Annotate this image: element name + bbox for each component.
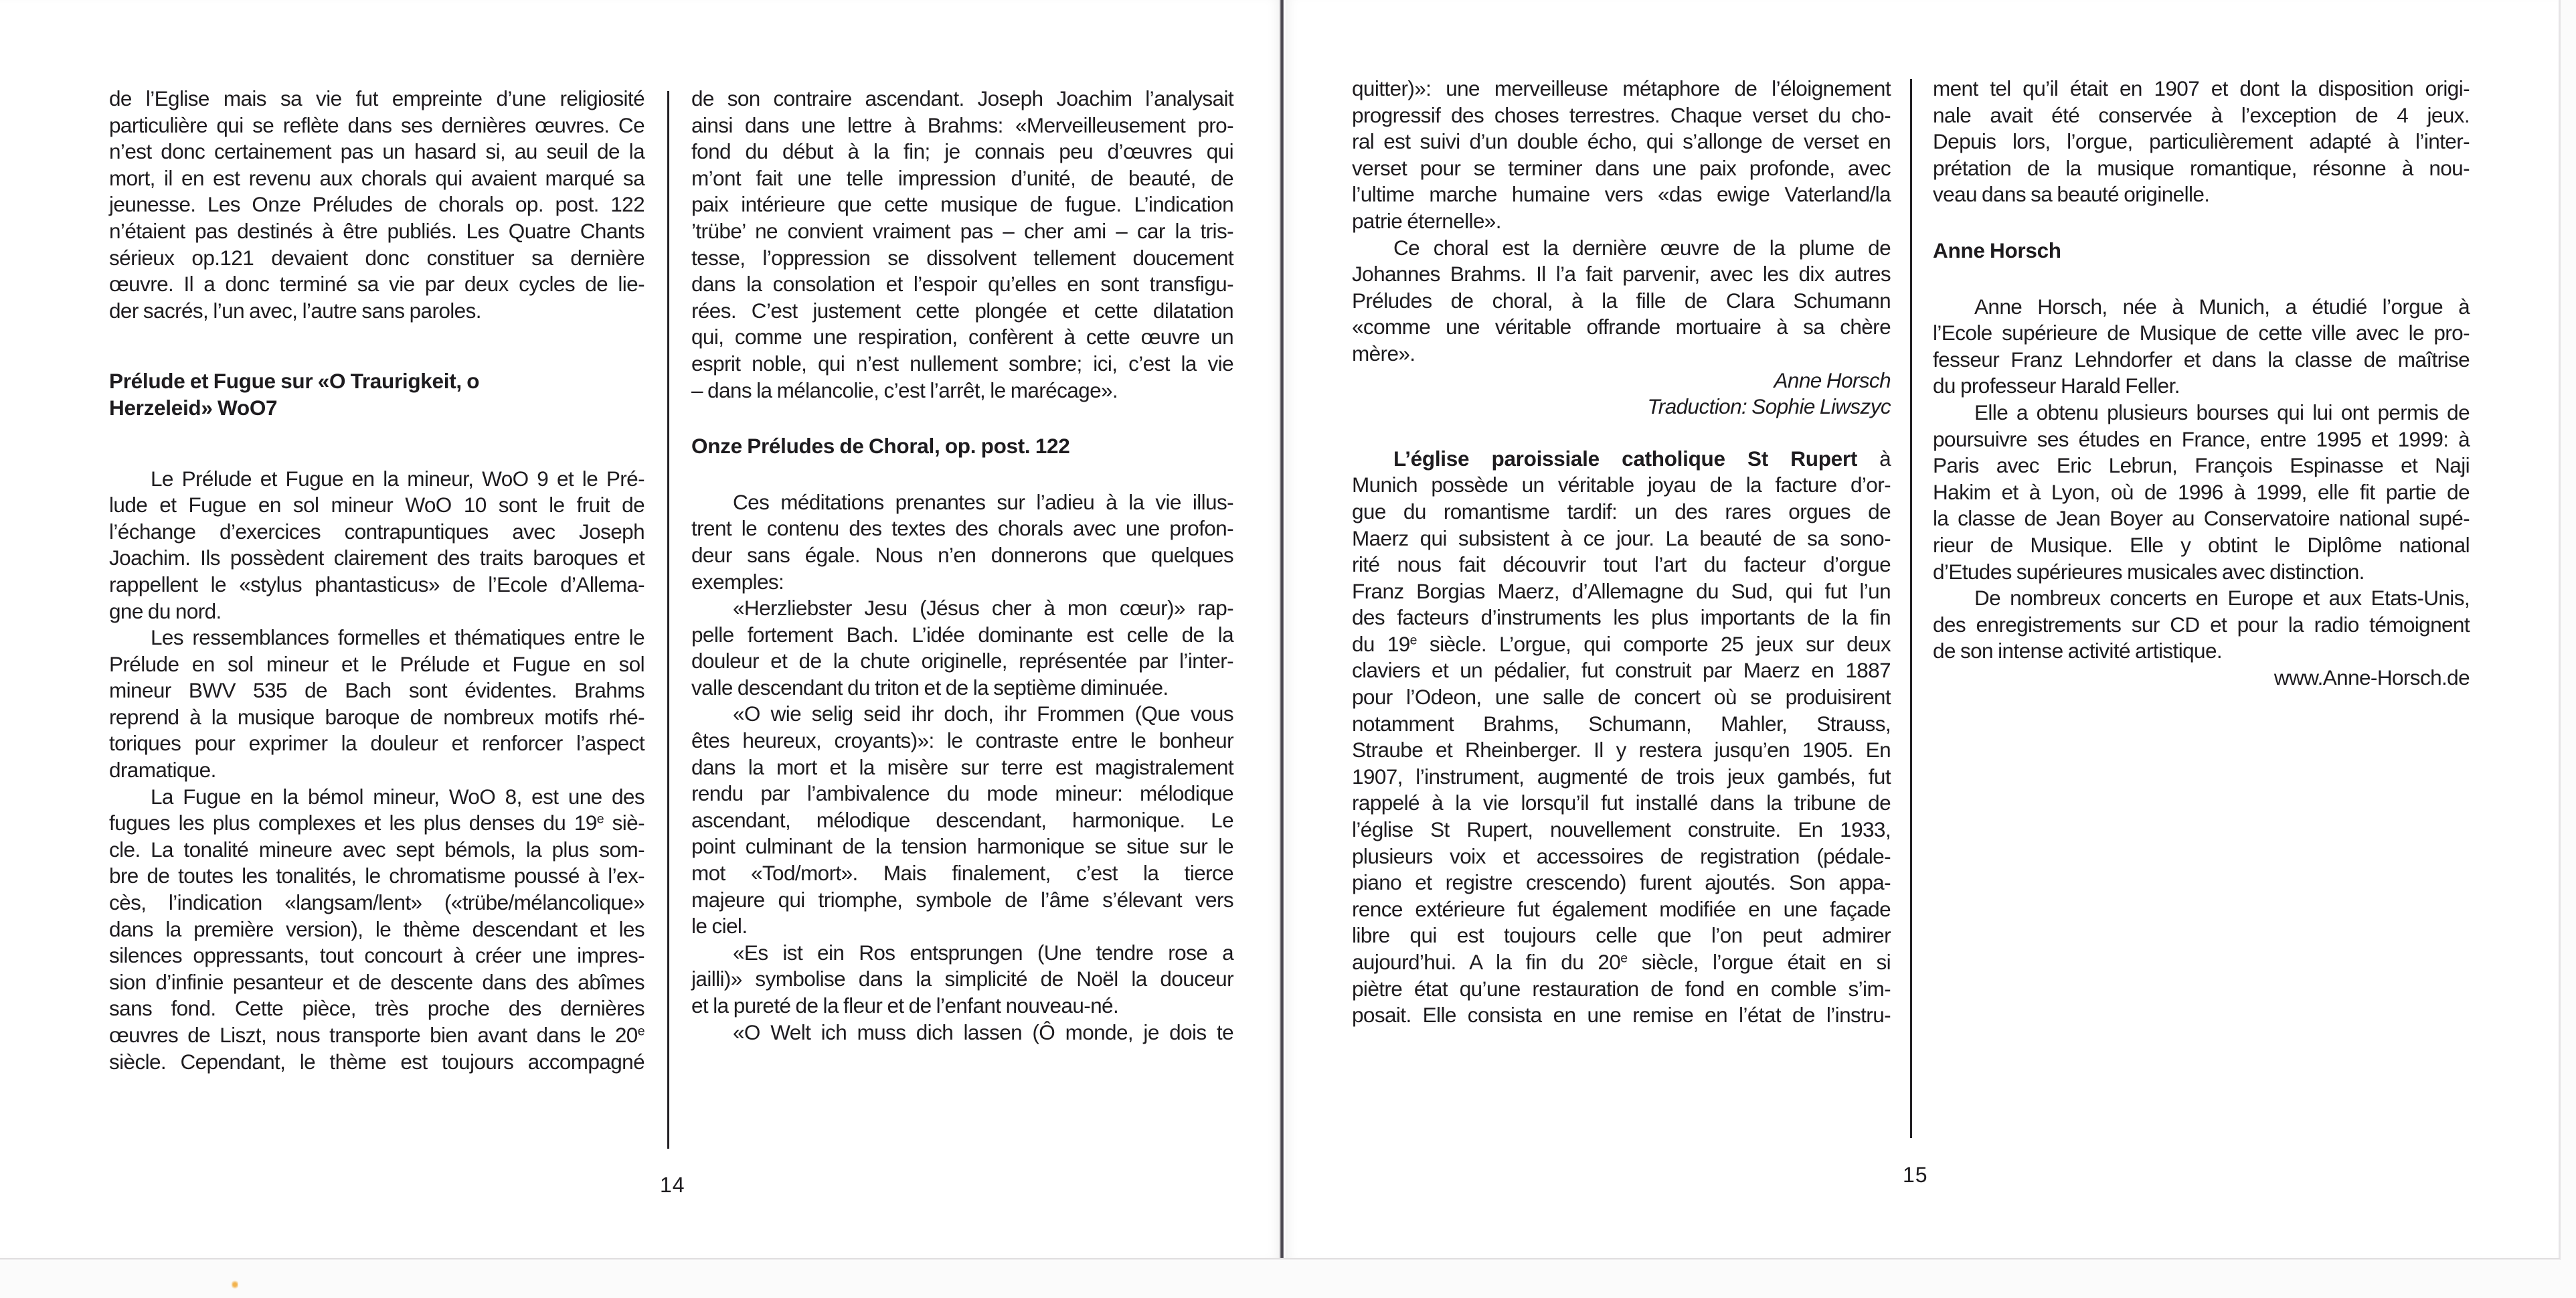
text-line: De nombreux concerts en Europe et aux Etats-Unis, xyxy=(1974,586,2470,611)
text-line: ral est suivi d’un double écho, qui s’allonge de verset en xyxy=(1352,129,1891,154)
text-line: Ces méditations prenantes sur l’adieu à la vie illus- xyxy=(733,489,1233,514)
column-4 xyxy=(1933,76,2470,691)
paragraph xyxy=(109,466,645,625)
text-line: bre de toutes les tonalités, le chromatisme poussé à l’ex- xyxy=(109,864,645,888)
text-line: de son contraire ascendant. Joseph Joachim l’analysait xyxy=(691,86,1233,110)
text-line: Johannes Brahms. Il l’a fait parvenir, avec les dix autres xyxy=(1352,262,1891,287)
paragraph xyxy=(1352,76,1891,235)
section-heading xyxy=(109,368,645,421)
text-line: dans la consolation et l’espoir qu’elles en sont transfigu- xyxy=(691,272,1233,297)
paragraph xyxy=(1933,294,2470,400)
text-line: et la pureté de la fleur et de l’enfant nouveau-né. xyxy=(691,993,1119,1018)
text-line: progressif des choses terrestres. Chaque verset du cho- xyxy=(1352,102,1891,127)
text-line: silences oppressants, tout concourt à créer une impres- xyxy=(109,943,645,968)
paragraph xyxy=(109,86,645,324)
text-line: Paris avec Eric Lebrun, François Espinasse et Naji xyxy=(1933,453,2470,478)
text-line: Elle a obtenu plusieurs bourses qui lui ont permis de xyxy=(1974,400,2470,424)
text-line: prétation de la musique romantique, résonne à nou- xyxy=(1933,155,2470,180)
text-line: trent le contenu des textes des chorals avec une profon- xyxy=(691,516,1233,541)
text-line: du 19e siècle. L’orgue, qui comporte 25 jeux sur deux xyxy=(1352,631,1891,656)
text-line: Ce choral est la dernière œuvre de la plume de xyxy=(1393,235,1891,260)
text-line: sans fond. Cette pièce, très proche des dernières xyxy=(109,996,645,1021)
text-line: «O wie selig seid ihr doch, ihr Frommen (Que vous xyxy=(733,702,1233,726)
text-line: Hakim et à Lyon, où de 1996 à 1999, elle fit partie de xyxy=(1933,479,2470,504)
text-line: l’échange d’exercices contrapuntiques avec Joseph xyxy=(109,519,645,544)
text-line: mot «Tod/mort». Mais finalement, c’est la tierce xyxy=(691,861,1233,886)
translator-credit: Traduction: Sophie Liwszyc xyxy=(1647,394,1891,419)
heading-line: Herzeleid» WoO7 xyxy=(109,395,278,420)
text-line: mère». xyxy=(1352,341,1415,366)
page-edge xyxy=(2559,0,2561,1260)
page-bottom-edge xyxy=(0,1258,2560,1260)
text-line: Munich possède un véritable joyau de la facture d’or- xyxy=(1352,473,1891,497)
text-line: ainsi dans une lettre à Brahms: «Merveilleusement pro- xyxy=(691,112,1233,137)
booklet-spine xyxy=(1280,0,1284,1260)
column-divider xyxy=(1910,79,1912,1138)
text-line: ment tel qu’il était en 1907 et dont la disposition origi- xyxy=(1933,76,2470,100)
heading-line: Prélude et Fugue sur «O Traurigkeit, o xyxy=(109,369,480,394)
text-line: piètre état qu’une restauration de fond en comble s’im- xyxy=(1352,976,1891,1001)
text-line: rence extérieure fut également modifiée en une façade xyxy=(1352,896,1891,921)
text-line: êtes heureux, croyants)»: le contraste entre le bonheur xyxy=(691,728,1233,753)
paragraph xyxy=(1933,400,2470,585)
text-line: point culminant de la tension harmonique se situe sur le xyxy=(691,834,1233,859)
text-line: cle. La tonalité mineure avec sept bémols, la plus som- xyxy=(109,837,645,862)
text-line: posait. Elle consista en une remise en l’état de l’instru- xyxy=(1352,1003,1891,1028)
text-line: plusieurs voix et accessoires de registration (pédale- xyxy=(1352,843,1891,868)
text-line: valle descendant du triton et de la septième diminuée. xyxy=(691,675,1169,700)
text-line: dramatique. xyxy=(109,758,216,783)
text-line: claviers et un pédalier, fut construit par Maerz en 1887 xyxy=(1352,658,1891,683)
text-line: œuvre. Il a donc terminé sa vie par deux cycles de lie- xyxy=(109,272,645,297)
text-line: piano et registre crescendo) furent ajoutés. Son appa- xyxy=(1352,870,1891,895)
text-line: mineur BWV 535 de Bach sont évidentes. Brahms xyxy=(109,678,645,703)
text-line: quitter)»: une merveilleuse métaphore de l’éloignement xyxy=(1352,76,1891,100)
column-divider xyxy=(667,91,669,1149)
text-line: le ciel. xyxy=(691,914,748,939)
text-line: pelle fortement Bach. L’idée dominante est celle de la xyxy=(691,622,1233,647)
text-line: douleur et de la chute originelle, représentée par l’inter- xyxy=(691,649,1233,673)
text-line: esprit noble, qui n’est nullement sombre; ici, c’est la vie xyxy=(691,351,1233,376)
text-line: fugues les plus complexes et les plus denses du 19e siè- xyxy=(109,811,645,835)
text-line: m’ont fait une telle impression d’unité, de beauté, de xyxy=(691,165,1233,190)
paragraph xyxy=(691,489,1233,595)
text-line: gne du nord. xyxy=(109,598,222,623)
page-number-left: 14 xyxy=(660,1173,685,1197)
text-line: qui, comme une respiration, confèrent à cette œuvre un xyxy=(691,325,1233,349)
text-line: ’trübe’ ne convient vraiment pas – cher ami – car la tris- xyxy=(691,218,1233,243)
text-line: fond du début à la fin; je connais peu d’œuvres qui xyxy=(691,139,1233,164)
text-line: aujourd’hui. A la fin du 20e siècle, l’orgue était en si xyxy=(1352,950,1891,974)
text-line: lude et Fugue en sol mineur WoO 10 sont le fruit de xyxy=(109,493,645,517)
text-line: Le Prélude et Fugue en la mineur, WoO 9 et le Pré- xyxy=(151,466,645,491)
text-line: 1907, l’instrument, augmenté de trois jeux gambés, fut xyxy=(1352,764,1891,789)
text-line: Les ressemblances formelles et thématiques entre le xyxy=(151,625,645,650)
text-line: la classe de Jean Boyer au Conservatoire national supé- xyxy=(1933,506,2470,531)
text-line: L’église paroissiale catholique St Rupert à xyxy=(1393,446,1891,471)
paragraph xyxy=(109,784,645,1076)
text-line: mort, il en est revenu aux chorals qui avaient marqué sa xyxy=(109,165,645,190)
text-line: de son intense activité artistique. xyxy=(1933,639,2223,663)
paragraph xyxy=(1933,76,2470,208)
scan-speck xyxy=(232,1280,238,1289)
text-line: Maerz qui subsistent à ce jour. La beauté de sa sono- xyxy=(1352,525,1891,550)
paragraph xyxy=(691,940,1233,1020)
text-line: Depuis lors, l’orgue, particulièrement adapté à l’inter- xyxy=(1933,129,2470,154)
text-line: jeunesse. Les Onze Préludes de chorals op. post. 122 xyxy=(109,192,645,217)
section-heading xyxy=(691,433,1233,460)
text-line: notamment Brahms, Schumann, Mahler, Strauss, xyxy=(1352,711,1891,736)
text-line: deur sans égale. Nous n’en donnerons que quelques xyxy=(691,542,1233,567)
column-2 xyxy=(691,86,1233,1046)
text-line: rées. C’est justement cette plongée et cette dilatation xyxy=(691,298,1233,323)
text-line: rappelé à la vie lorsqu’il fut installé dans la tribune de xyxy=(1352,791,1891,815)
text-line: veau dans sa beauté originelle. xyxy=(1933,182,2210,207)
paragraph xyxy=(691,701,1233,939)
heading-line: Anne Horsch xyxy=(1933,238,2061,262)
text-line: «comme une véritable offrande mortuaire à sa chère xyxy=(1352,315,1891,339)
text-line: ascendant, mélodique descendant, harmonique. Le xyxy=(691,807,1233,832)
text-line: Joachim. Ils possèdent clairement des traits baroques et xyxy=(109,546,645,570)
text-line: jailli)» symbolise dans la simplicité de Noël la douceur xyxy=(691,967,1233,991)
text-line: La Fugue en la bémol mineur, WoO 8, est une des xyxy=(151,784,645,809)
paragraph xyxy=(691,86,1233,404)
text-line: «Es ist ein Ros entsprungen (Une tendre rose a xyxy=(733,940,1233,965)
text-line: reprend à la musique baroque de nombreux motifs rhé- xyxy=(109,704,645,729)
text-line: particulière qui se reflète dans ses dernières œuvres. Ce xyxy=(109,112,645,137)
text-line: – dans la mélancolie, c’est l’arrêt, le marécage». xyxy=(691,378,1118,402)
paragraph xyxy=(1352,446,1891,1029)
text-line: dans la première version), le thème descendant et les xyxy=(109,916,645,941)
text-line: majeure qui triomphe, symbole de l’âme s’élevant vers xyxy=(691,887,1233,912)
text-line: fesseur Franz Lehndorfer et dans la classe de maîtrise xyxy=(1933,347,2470,372)
text-line: verset pour se terminer dans une paix profonde, avec xyxy=(1352,155,1891,180)
heading-line: Onze Préludes de Choral, op. post. 122 xyxy=(691,434,1070,459)
text-line: rappellent le «stylus phantasticus» de l’Ecole d’Allema- xyxy=(109,572,645,596)
text-line: cès, l’indication «langsam/lent» («trübe/mélancolique» xyxy=(109,890,645,915)
text-line: n’est donc certainement pas un hasard si, au seuil de la xyxy=(109,139,645,164)
website-link[interactable]: www.Anne-Horsch.de xyxy=(2273,665,2470,689)
text-line: œuvres de Liszt, nous transporte bien avant dans le 20e xyxy=(109,1023,645,1047)
paragraph xyxy=(691,1020,1233,1046)
text-line: Préludes de choral, à la fille de Clara Schumann xyxy=(1352,288,1891,313)
text-line: des enregistrements sur CD et pour la radio témoignent xyxy=(1933,612,2470,637)
text-line: rieur de Musique. Elle y obtint le Diplôme national xyxy=(1933,532,2470,557)
paragraph xyxy=(1933,585,2470,665)
text-line: rité nous fait découvrir tout l’art du facteur d’orgue xyxy=(1352,552,1891,577)
text-line: l’église St Rupert, nouvellement construite. En 1933, xyxy=(1352,817,1891,842)
text-line: Straube et Rheinberger. Il y restera jusqu’en 1905. En xyxy=(1352,738,1891,762)
paragraph xyxy=(109,625,645,784)
text-line: n’étaient pas destinés à être publiés. Les Quatre Chants xyxy=(109,218,645,243)
text-line: des facteurs d’instruments les plus importants de la fin xyxy=(1352,605,1891,630)
text-line: paix intérieure que cette musique de fugue. L’indication xyxy=(691,192,1233,217)
text-line: dans la mort et la misère sur terre est magistralement xyxy=(691,754,1233,779)
text-line: der sacrés, l’un avec, l’autre sans paroles. xyxy=(109,298,481,323)
text-line: tesse, l’oppression se dissolvent tellement doucement xyxy=(691,245,1233,270)
text-line: l’Ecole supérieure de Musique de cette ville avec le pro- xyxy=(1933,321,2470,345)
text-line: gue du romantisme tardif: un des rares orgues de xyxy=(1352,499,1891,523)
paragraph xyxy=(691,595,1233,701)
text-line: sérieux op.121 devaient donc constituer sa dernière xyxy=(109,245,645,270)
text-line: rendu par l’ambivalence du mode mineur: mélodique xyxy=(691,781,1233,806)
text-line: «O Welt ich muss dich lassen (Ô monde, je dois te xyxy=(733,1020,1233,1044)
text-line: Franz Borgias Maerz, d’Allemagne du Sud, qui fut l’un xyxy=(1352,578,1891,603)
section-heading xyxy=(1933,238,2470,264)
text-line: «Herzliebster Jesu (Jésus cher à mon cœur)» rap- xyxy=(733,596,1233,621)
text-line: nale avait été conservée à l’exception de 4 jeux. xyxy=(1933,102,2470,127)
text-line: exemples: xyxy=(691,569,784,594)
column-1 xyxy=(109,86,645,1075)
text-line: libre qui est toujours celle que l’on peut admirer xyxy=(1352,923,1891,948)
text-line: l’ultime marche humaine vers «das ewige Vaterland/la xyxy=(1352,182,1891,207)
text-line: poursuivre ses études en France, entre 1995 et 1999: à xyxy=(1933,426,2470,451)
text-line: sion d’infinie pesanteur et de descente dans des abîmes xyxy=(109,969,645,994)
author-signature: Anne Horsch xyxy=(1774,368,1891,392)
text-line: patrie éternelle». xyxy=(1352,208,1501,233)
text-line: Prélude en sol mineur et le Prélude et Fugue en sol xyxy=(109,651,645,676)
column-3 xyxy=(1352,76,1891,1029)
text-line: du professeur Harald Feller. xyxy=(1933,374,2180,398)
text-line: siècle. Cependant, le thème est toujours accompagné xyxy=(109,1049,645,1074)
text-line: toriques pour exprimer la douleur et renforcer l’aspect xyxy=(109,731,645,756)
text-line: de l’Eglise mais sa vie fut empreinte d’une religiosité xyxy=(109,86,645,110)
text-line: pour l’Odeon, une salle de concert où se produisirent xyxy=(1352,685,1891,710)
text-line: Anne Horsch, née à Munich, a étudié l’orgue à xyxy=(1974,294,2470,319)
text-line: d’Etudes supérieures musicales avec distinction. xyxy=(1933,559,2365,584)
page-number-right: 15 xyxy=(1903,1163,1928,1187)
paragraph xyxy=(1352,235,1891,368)
church-name: L’église paroissiale catholique St Rupert xyxy=(1393,446,1858,471)
